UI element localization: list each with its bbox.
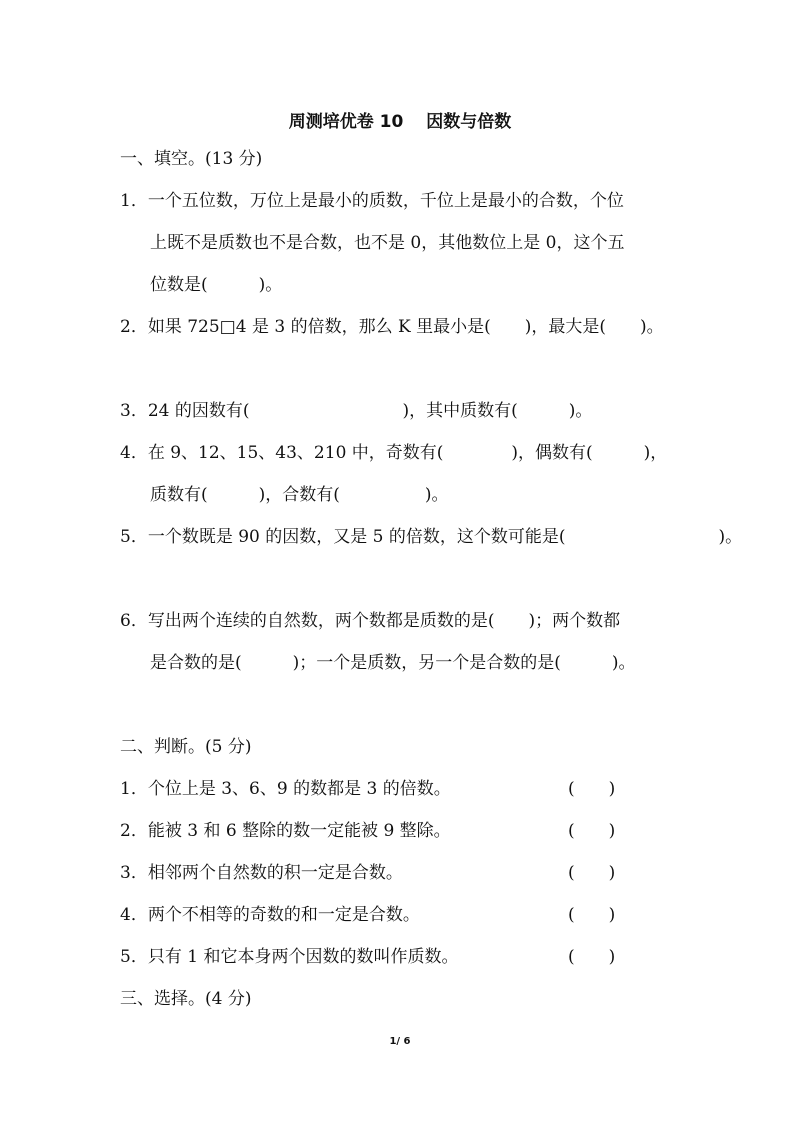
judge-item-5: 5．只有 1 和它本身两个因数的数叫作质数。 bbox=[120, 947, 459, 967]
q3-line: 3．24 的因数有( )，其中质数有( )。 bbox=[120, 401, 593, 421]
section1-heading: 一、填空。(13 分) bbox=[120, 149, 263, 169]
judge-item-4: 4．两个不相等的奇数的和一定是合数。 bbox=[120, 905, 420, 925]
q2-line: 2．如果 725□4 是 3 的倍数，那么 K 里最小是( )，最大是( )。 bbox=[120, 317, 664, 337]
judge-answer-blank-3[interactable]: ( ) bbox=[568, 863, 616, 883]
judge-item-3: 3．相邻两个自然数的积一定是合数。 bbox=[120, 863, 403, 883]
section2-heading: 二、判断。(5 分) bbox=[120, 737, 252, 757]
judge-item-2: 2．能被 3 和 6 整除的数一定能被 9 整除。 bbox=[120, 821, 451, 841]
judge-answer-blank-2[interactable]: ( ) bbox=[568, 821, 616, 841]
q5-line: 5．一个数既是 90 的因数，又是 5 的倍数，这个数可能是( )。 bbox=[120, 527, 743, 547]
q6-line2: 是合数的是( )；一个是质数，另一个是合数的是( )。 bbox=[150, 653, 636, 673]
judge-item-1: 1．个位上是 3、6、9 的数都是 3 的倍数。 bbox=[120, 779, 451, 799]
q1-line3: 位数是( )。 bbox=[150, 275, 283, 295]
q6-line1: 6．写出两个连续的自然数，两个数都是质数的是( )；两个数都 bbox=[120, 611, 621, 631]
judge-answer-blank-5[interactable]: ( ) bbox=[568, 947, 616, 967]
section3-heading: 三、选择。(4 分) bbox=[120, 989, 252, 1009]
q4-line2: 质数有( )，合数有( )。 bbox=[150, 485, 449, 505]
page-title: 周测培优卷 10 因数与倍数 bbox=[288, 112, 512, 132]
q4-line1: 4．在 9、12、15、43、210 中，奇数有( )，偶数有( )， bbox=[120, 443, 668, 463]
judge-answer-blank-4[interactable]: ( ) bbox=[568, 905, 616, 925]
page-number: 1/ 6 bbox=[389, 1036, 411, 1047]
q1-line2: 上既不是质数也不是合数，也不是 0，其他数位上是 0，这个五 bbox=[150, 233, 625, 253]
judge-answer-blank-1[interactable]: ( ) bbox=[568, 779, 616, 799]
q1-line1: 1．一个五位数，万位上是最小的质数，千位上是最小的合数，个位 bbox=[120, 191, 624, 211]
